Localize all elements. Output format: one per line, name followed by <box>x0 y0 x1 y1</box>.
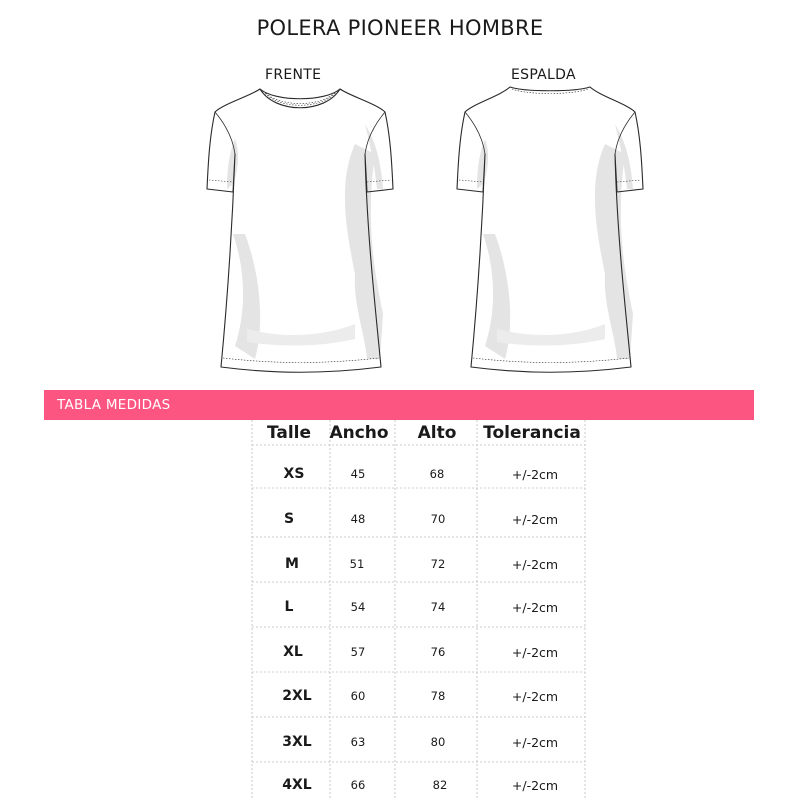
size-cell: 2XL <box>282 688 312 704</box>
header-alto: Alto <box>417 423 457 443</box>
table-row <box>0 466 800 486</box>
size-cell: M <box>285 556 299 572</box>
alto-cell: 76 <box>430 645 446 659</box>
tolerance-cell: +/-2cm <box>511 467 559 482</box>
size-cell: XS <box>283 466 305 482</box>
tolerance-cell: +/-2cm <box>511 557 559 572</box>
ancho-cell: 63 <box>350 735 366 749</box>
tolerance-cell: +/-2cm <box>511 512 559 527</box>
size-cell: 4XL <box>282 777 312 793</box>
table-row <box>0 556 800 576</box>
ancho-cell: 60 <box>350 689 366 703</box>
tolerance-cell: +/-2cm <box>511 689 559 704</box>
size-cell: L <box>284 599 294 615</box>
ancho-cell: 57 <box>350 645 366 659</box>
alto-cell: 72 <box>430 557 446 571</box>
ancho-cell: 54 <box>350 600 366 614</box>
alto-cell: 68 <box>429 467 445 481</box>
header-ancho: Ancho <box>329 423 389 443</box>
front-view-label: FRENTE <box>265 67 322 83</box>
size-cell: XL <box>283 644 303 660</box>
page-title: POLERA PIONEER HOMBRE <box>256 16 544 40</box>
header-talle: Talle <box>266 423 312 443</box>
table-row <box>0 777 800 797</box>
section-title: TABLA MEDIDAS <box>57 397 171 413</box>
alto-cell: 74 <box>430 600 446 614</box>
ancho-cell: 51 <box>349 557 365 571</box>
header-tolerancia: Tolerancia <box>483 423 581 443</box>
alto-cell: 78 <box>430 689 446 703</box>
table-row <box>0 644 800 664</box>
alto-cell: 80 <box>430 735 446 749</box>
tolerance-cell: +/-2cm <box>511 735 559 750</box>
size-cell: S <box>283 511 295 527</box>
ancho-cell: 45 <box>350 467 366 481</box>
table-row <box>0 734 800 754</box>
size-cell: 3XL <box>282 734 312 750</box>
table-row <box>0 511 800 531</box>
tolerance-cell: +/-2cm <box>511 645 559 660</box>
ancho-cell: 66 <box>350 778 366 792</box>
alto-cell: 70 <box>430 512 446 526</box>
table-row <box>0 599 800 619</box>
back-view-label: ESPALDA <box>511 67 576 83</box>
alto-cell: 82 <box>432 778 448 792</box>
tolerance-cell: +/-2cm <box>511 778 559 793</box>
ancho-cell: 48 <box>350 512 366 526</box>
tolerance-cell: +/-2cm <box>511 600 559 615</box>
table-row <box>0 688 800 708</box>
